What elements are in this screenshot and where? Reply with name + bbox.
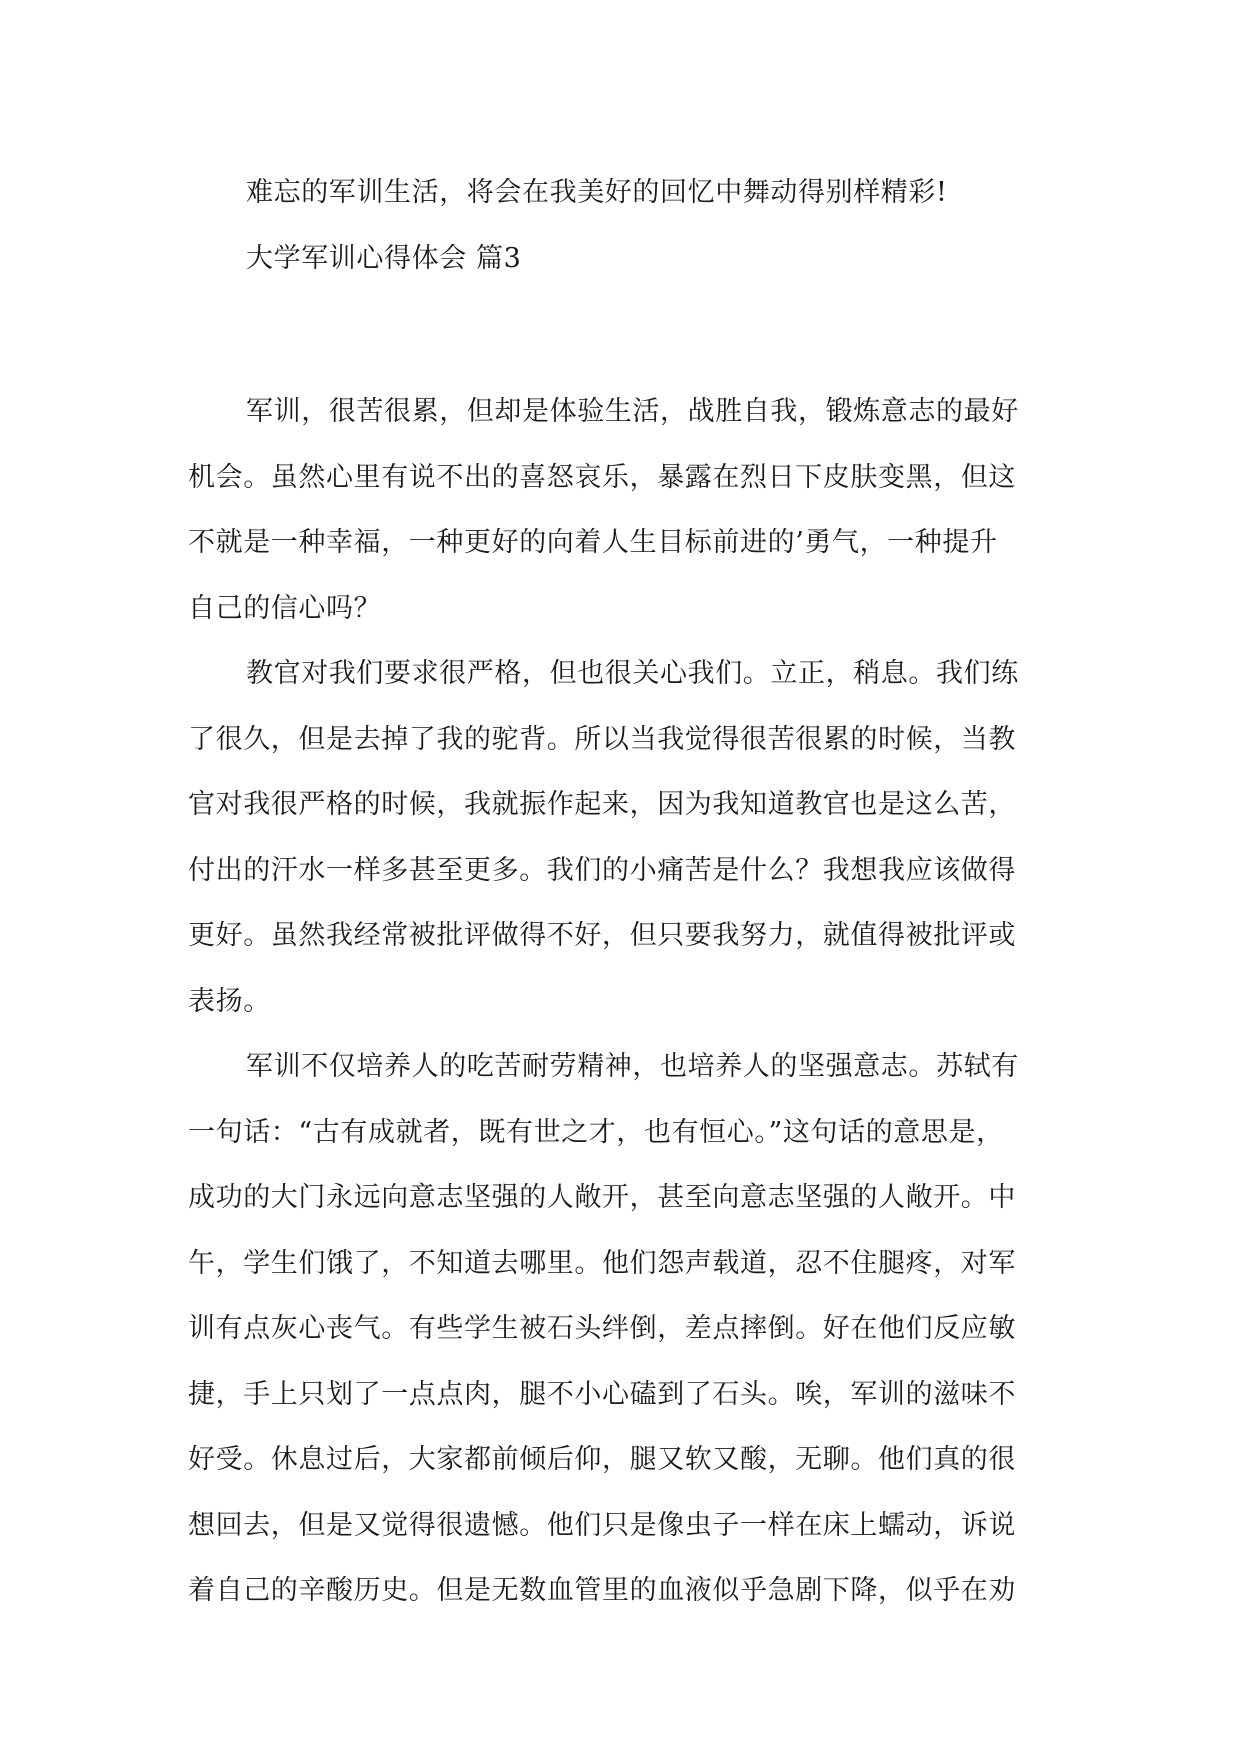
paragraph-line: 午，学生们饿了，不知道去哪里。他们怨声载道，忍不住腿疼，对军	[188, 1247, 1016, 1279]
paragraph-line: 自己的信心吗？	[188, 592, 382, 624]
paragraph-line: 更好。虽然我经常被批评做得不好，但只要我努力，就值得被批评或	[188, 920, 1016, 951]
paragraph-line: 机会。虽然心里有说不出的喜怒哀乐，暴露在烈日下皮肤变黑，但这	[188, 461, 1016, 493]
paragraph-2	[188, 641, 1060, 1034]
closing-line: 难忘的军训生活，将会在我美好的回忆中舞动得别样精彩!	[246, 177, 948, 208]
paragraph-line: 付出的汗水一样多甚至更多。我们的小痛苦是什么？我想我应该做得	[188, 854, 1016, 886]
paragraph-line: 成功的大门永远向意志坚强的人敞开，甚至向意志坚强的人敞开。中	[188, 1182, 1016, 1213]
paragraph-line: 想回去，但是又觉得很遗憾。他们只是像虫子一样在床上蠕动，诉说	[188, 1509, 1016, 1541]
paragraph-3	[188, 1034, 1060, 1624]
paragraph-line: 训有点灰心丧气。有些学生被石头绊倒，差点摔倒。好在他们反应敏	[188, 1313, 1016, 1344]
paragraph-line: 教官对我们要求很严格，但也很关心我们。立正，稍息。我们练	[246, 658, 1019, 689]
document-body	[188, 160, 1060, 1624]
paragraph-line: 捷，手上只划了一点点肉，腿不小心磕到了石头。唉，军训的滋味不	[188, 1378, 1016, 1410]
paragraph-line: 了很久，但是去掉了我的驼背。所以当我觉得很苦很累的时候，当教	[188, 723, 1016, 755]
paragraph-line: 官对我很严格的时候，我就振作起来，因为我知道教官也是这么苦，	[188, 789, 1016, 820]
section-title: 大学军训心得体会 篇3	[246, 242, 522, 274]
paragraph-line: 军训不仅培养人的吃苦耐劳精神，也培养人的坚强意志。苏轼有	[246, 1051, 1019, 1082]
paragraph-line: 军训，很苦很累，但却是体验生活，战胜自我，锻炼意志的最好	[246, 396, 1019, 427]
section-spacer	[188, 291, 1060, 379]
paragraph-line: 一句话：“古有成就者，既有世之才，也有恒心。”这句话的意思是，	[188, 1116, 1004, 1148]
paragraph-1	[188, 379, 1060, 641]
paragraph-line: 表扬。	[188, 985, 271, 1017]
paragraph-line: 着自己的辛酸历史。但是无数血管里的血液似乎急剧下降，似乎在劝	[188, 1575, 1016, 1606]
paragraph-line: 好受。休息过后，大家都前倾后仰，腿又软又酸，无聊。他们真的很	[188, 1444, 1016, 1475]
paragraph-line: 不就是一种幸福，一种更好的向着人生目标前进的’勇气，一种提升	[188, 527, 998, 558]
